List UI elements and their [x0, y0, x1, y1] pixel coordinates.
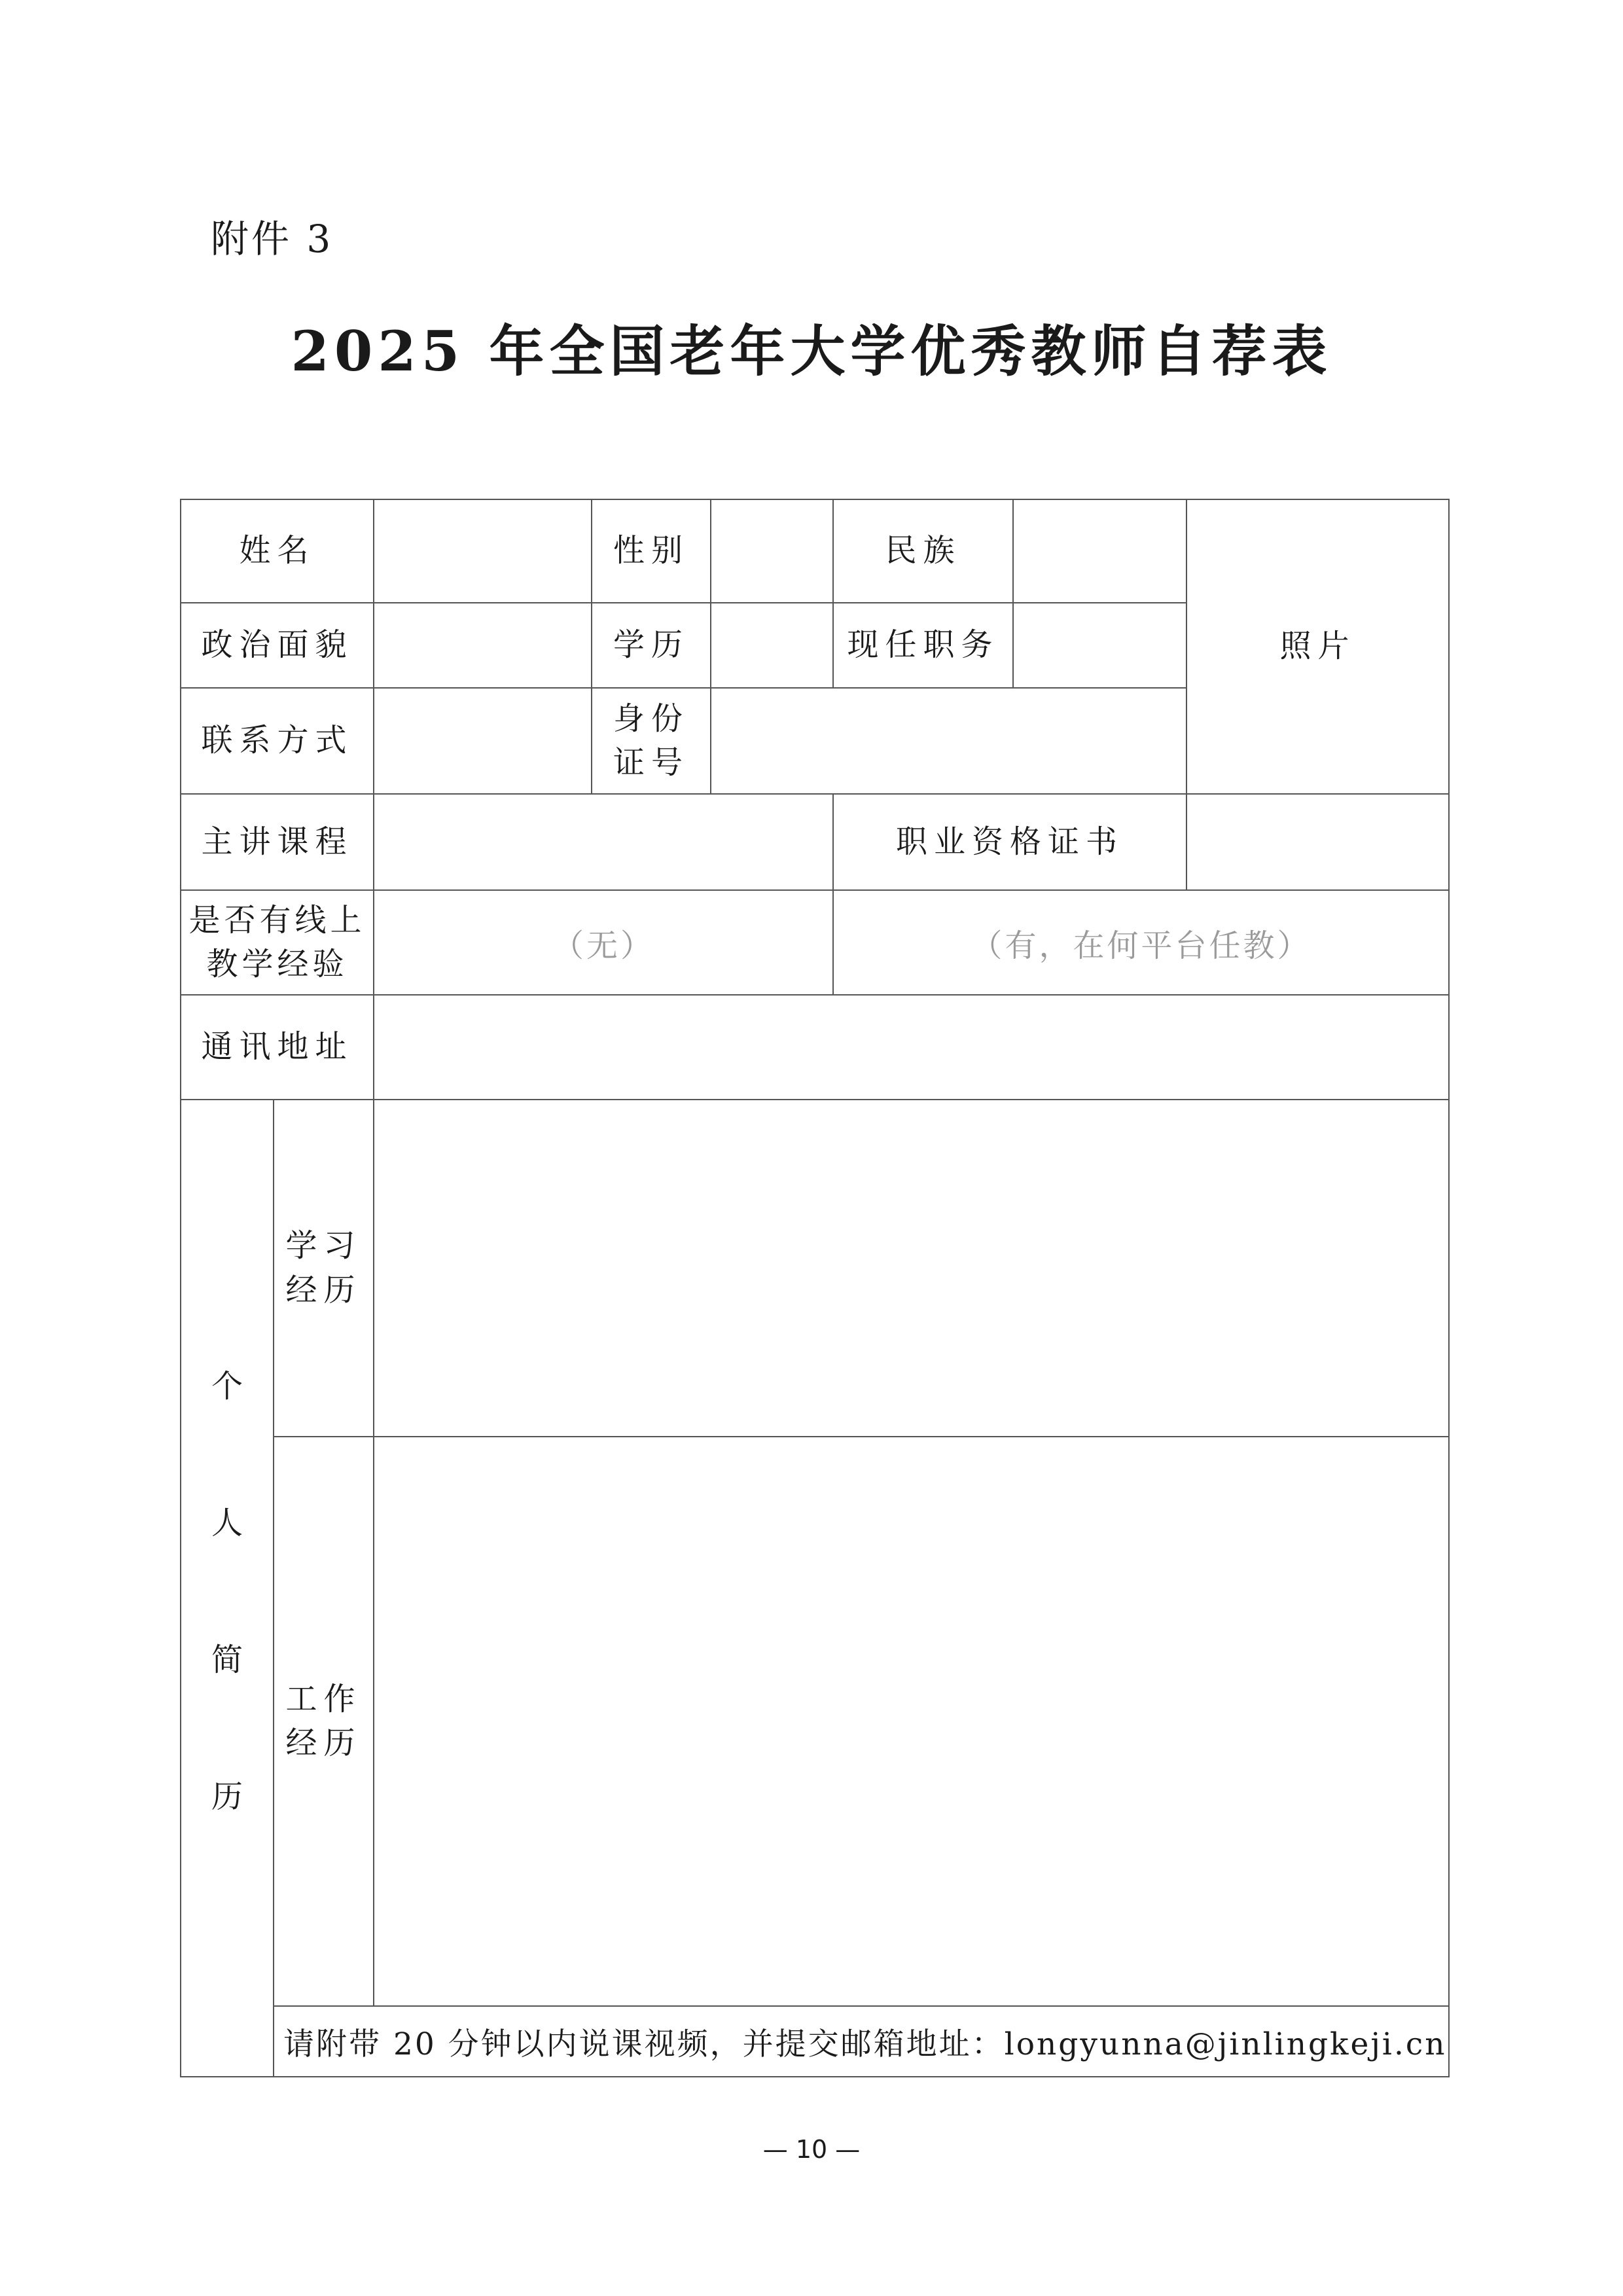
online-no-option[interactable]: （无） — [374, 890, 833, 995]
self-recommendation-form — [180, 499, 1450, 2077]
study-label — [274, 1100, 374, 1437]
address-label: 通讯地址 — [181, 995, 374, 1100]
resume-char-2: 人 — [211, 1504, 243, 1541]
online-label — [181, 890, 374, 995]
position-field[interactable] — [1013, 603, 1186, 688]
online-label-line1: 是否有线上 — [188, 901, 366, 939]
page-number: — 10 — — [762, 2135, 861, 2164]
gender-label: 性别 — [592, 499, 711, 603]
education-label: 学历 — [592, 603, 711, 688]
ethnicity-field[interactable] — [1013, 499, 1186, 603]
id-label-line1: 身份 — [613, 700, 690, 737]
study-label-line1: 学习 — [285, 1227, 362, 1265]
study-field[interactable] — [374, 1100, 1449, 1437]
id-field[interactable] — [711, 688, 1186, 794]
attachment-label: 附件 3 — [211, 217, 334, 261]
resume-char-1: 个 — [211, 1367, 243, 1405]
ethnicity-label: 民族 — [833, 499, 1013, 603]
id-label-line2: 证号 — [613, 744, 690, 781]
contact-field[interactable] — [374, 688, 592, 794]
cert-label: 职业资格证书 — [833, 794, 1186, 890]
photo-box[interactable]: 照片 — [1186, 499, 1449, 794]
gender-field[interactable] — [711, 499, 833, 603]
course-label: 主讲课程 — [181, 794, 374, 890]
id-label — [592, 688, 711, 794]
political-label: 政治面貌 — [181, 603, 374, 688]
name-field[interactable] — [374, 499, 592, 603]
name-label: 姓名 — [181, 499, 374, 603]
work-label-line1: 工作 — [285, 1680, 362, 1717]
contact-label: 联系方式 — [181, 688, 374, 794]
political-field[interactable] — [374, 603, 592, 688]
video-note: 请附带 20 分钟以内说课视频，并提交邮箱地址：longyunna@jinlingkeji.cn — [274, 2006, 1449, 2077]
position-label: 现任职务 — [833, 603, 1013, 688]
work-label-line2: 经历 — [285, 1725, 362, 1761]
online-yes-option[interactable]: （有，在何平台任教） — [833, 890, 1449, 995]
work-field[interactable] — [374, 1437, 1449, 2006]
education-field[interactable] — [711, 603, 833, 688]
work-label — [274, 1437, 374, 2006]
resume-char-3: 简 — [211, 1641, 243, 1678]
cert-field[interactable] — [1186, 794, 1449, 890]
course-field[interactable] — [374, 794, 833, 890]
address-field[interactable] — [374, 995, 1449, 1100]
resume-label — [181, 1100, 274, 2077]
resume-char-4: 历 — [211, 1778, 243, 1815]
page-title: 2025 年全国老年大学优秀教师自荐表 — [291, 319, 1332, 384]
online-label-line2: 教学经验 — [206, 946, 348, 982]
study-label-line2: 经历 — [285, 1271, 362, 1308]
